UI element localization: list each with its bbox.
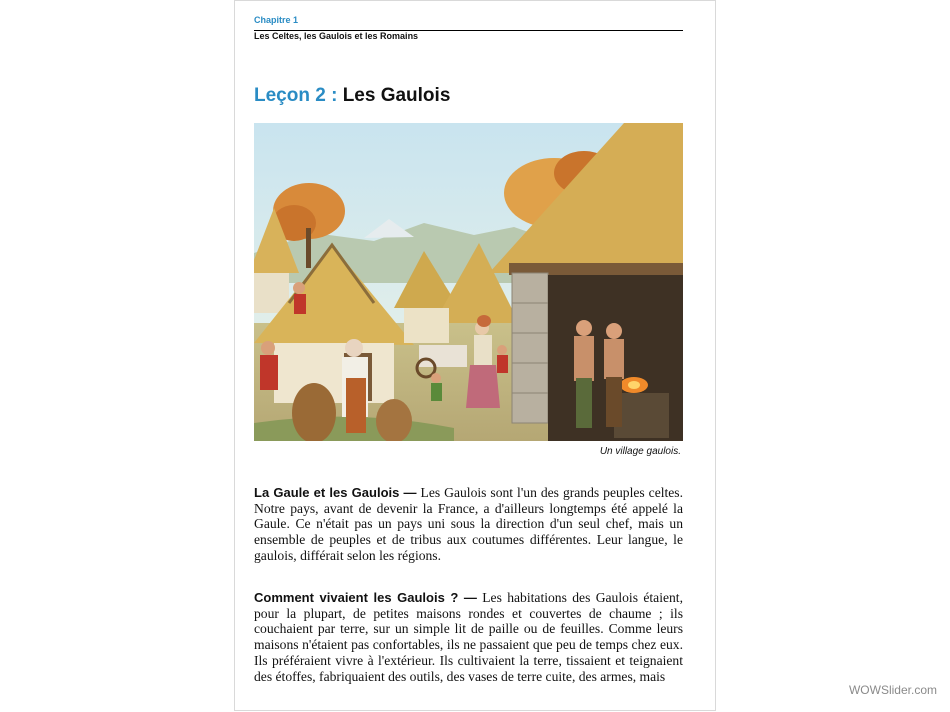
village-illustration — [254, 123, 683, 441]
figure-caption: Un village gaulois. — [599, 446, 681, 457]
paragraph-heading: Comment vivaient les Gaulois ? — — [254, 590, 477, 605]
lesson-title: Les Gaulois — [342, 85, 451, 106]
paragraph-vie — [254, 590, 683, 684]
chapter-subtitle: Les Celtes, les Gaulois et les Romains — [254, 31, 419, 41]
watermark: WOWSlider.com — [848, 683, 937, 697]
paragraph-text: Les habitations des Gaulois étaient, pour la plupart, de petites maisons rondes et couvertes de chaume ; ils couchaient par terre, sur un simple lit de paille ou de feuilles. Comme leurs maisons n'étaient pas confortables, ils ne passaient que peu de temps chez eux. Ils préféraient vivre à l'extérieur. Ils cultivaient la terre, tissaient et teignaient des étoffes, fabriquaient des outils, des vases de terre cuite, des armes, mais — [254, 590, 683, 684]
chapter-label: Chapitre 1 — [254, 15, 299, 25]
lesson-number: Leçon 2 : — [254, 85, 338, 106]
lesson-heading — [254, 85, 450, 107]
paragraph-text: Les Gaulois sont l'un des grands peuples celtes. Notre pays, avant de devenir la France, a d'ailleurs longtemps été appelé la Gaule. Ce n'était pas un pays uni sous la direction d'un seul chef, mais un ensemble de peuples et de tribus aux coutumes différentes. Leur langue, le gaulois, différait selon les régions. — [254, 485, 683, 563]
paragraph-heading: La Gaule et les Gaulois — — [254, 485, 417, 500]
paragraph-gaule — [254, 485, 683, 564]
textbook-page — [234, 0, 716, 711]
